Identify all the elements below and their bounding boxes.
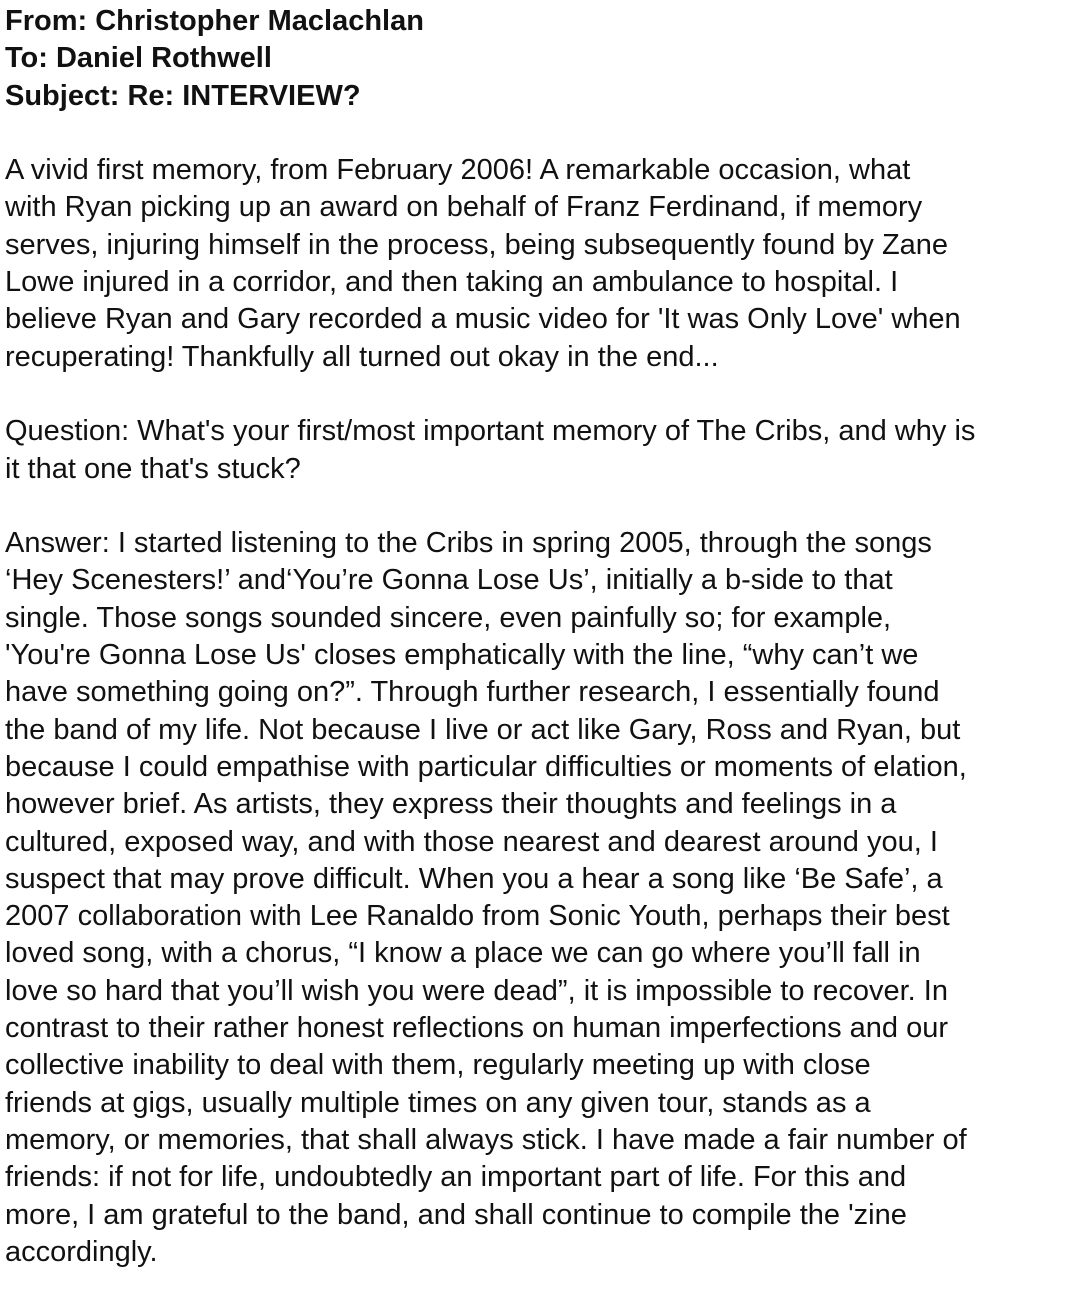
text-line: Answer: I started listening to the Cribs in spring 2005, through the songs (5, 527, 932, 560)
text-line: loved song, with a chorus, “I know a place we can go where you’ll fall in (5, 937, 921, 970)
text-line: A vivid first memory, from February 2006! A remarkable occasion, what (5, 154, 911, 187)
text-line: Question: What's your first/most important memory of The Cribs, and why is (5, 415, 976, 448)
text-line: contrast to their rather honest reflections on human imperfections and our (5, 1012, 949, 1045)
paragraph-gap (5, 115, 1080, 152)
text-line: memory, or memories, that shall always stick. I have made a fair number of (5, 1123, 967, 1156)
text-line: because I could empathise with particular difficulties or moments of elation, (5, 750, 967, 783)
email-from: From: Christopher Maclachlan (5, 5, 424, 37)
answer-paragraph (5, 525, 1080, 1271)
text-line: Lowe injured in a corridor, and then taking an ambulance to hospital. I (5, 266, 899, 299)
text-line: ‘Hey Scenesters!’ and‘You’re Gonna Lose Us’, initially a b-side to that (5, 564, 893, 597)
text-line: suspect that may prove difficult. When you a hear a song like ‘Be Safe’, a (5, 862, 943, 895)
paragraph-gap (5, 488, 1080, 525)
text-line: more, I am grateful to the band, and shall continue to compile the 'zine (5, 1198, 907, 1231)
email-document (5, 3, 1080, 1271)
text-line: love so hard that you’ll wish you were dead”, it is impossible to recover. In (5, 974, 948, 1007)
text-line: recuperating! Thankfully all turned out okay in the end... (5, 340, 719, 373)
intro-paragraph (5, 152, 1080, 376)
text-line: with Ryan picking up an award on behalf of Franz Ferdinand, if memory (5, 191, 923, 224)
text-line: the band of my life. Not because I live or act like Gary, Ross and Ryan, but (5, 713, 961, 746)
text-line: have something going on?”. Through further research, I essentially found (5, 676, 940, 709)
text-line: cultured, exposed way, and with those nearest and dearest around you, I (5, 825, 938, 858)
email-subject: Subject: Re: INTERVIEW? (5, 79, 361, 112)
text-line: believe Ryan and Gary recorded a music video for 'It was Only Love' when (5, 303, 961, 336)
text-line: however brief. As artists, they express their thoughts and feelings in a (5, 788, 897, 821)
text-line: it that one that's stuck? (5, 452, 301, 485)
text-line: 2007 collaboration with Lee Ranaldo from Sonic Youth, perhaps their best (5, 900, 950, 933)
text-line: collective inability to deal with them, regularly meeting up with close (5, 1049, 871, 1082)
text-line: serves, injuring himself in the process, being subsequently found by Zane (5, 228, 949, 261)
question-paragraph (5, 413, 1080, 488)
text-line: friends at gigs, usually multiple times on any given tour, stands as a (5, 1086, 871, 1119)
email-to: To: Daniel Rothwell (5, 42, 272, 75)
text-line: single. Those songs sounded sincere, even painfully so; for example, (5, 601, 892, 634)
text-line: friends: if not for life, undoubtedly an important part of life. For this and (5, 1161, 907, 1194)
paragraph-gap (5, 376, 1080, 413)
text-line: 'You're Gonna Lose Us' closes emphatically with the line, “why can’t we (5, 639, 919, 672)
text-line: accordingly. (5, 1235, 158, 1268)
